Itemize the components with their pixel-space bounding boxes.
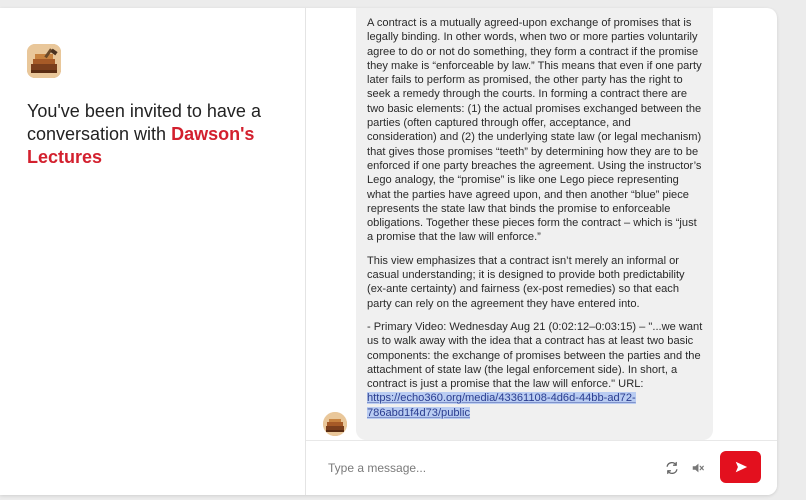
lecture-books-icon (323, 412, 347, 436)
message-list[interactable] (306, 8, 777, 440)
refresh-icon[interactable] (663, 459, 681, 477)
message-paragraph: A contract is a mutually agreed-upon exchange of promises that is legally binding. In other words, when two or more parties voluntarily agree to do or not do something, they form a contract if the promise they make is “enforceable by law.” This means that even if one party later fails to perform as promised, the other party has the right to seek a remedy through the courts. In forming a contract there are two basic elements: (1) the actual promises exchanged between the parties (often captured through offer, acceptance, and consideration) and (2) the underlying state law (or legal mechanism) that gives those promises “teeth” by determining how they are to be enforced if one party breaches the agreement. Using the instructor’s Lego analogy, the “promise” is like one Lego piece representing what the parties have agreed upon, and then another “blue” piece represents the state law that binds the promise to enforceable obligations. Together these pieces form the contract – which is “just a promise that the law will enforce.” (367, 17, 702, 244)
bot-message-bubble (356, 8, 713, 440)
citation-text: - Primary Video: Wednesday Aug 21 (0:02:12–0:03:15) – "...we want us to walk away with the idea that a contract has at least two basic components: the exchange of promises between the parties and the attachment of state law (the legal enforcement side). In short, a contract is just a promise that the law will enforce." URL: (367, 320, 703, 391)
invite-prefix: You've been invited to have a conversation with (27, 101, 261, 144)
speaker-mute-icon[interactable] (689, 459, 707, 477)
citation-link[interactable]: https://echo360.org/media/43361108-4d6d-44bb-ad72-786abd1f4d73/public (367, 392, 636, 419)
message-citation (367, 320, 703, 420)
send-button[interactable] (720, 451, 761, 483)
bot-avatar (27, 44, 61, 78)
lecture-books-icon (27, 44, 61, 78)
message-paragraph: This view emphasizes that a contract isn’t merely an informal or casual understanding; it is designed to provide both predictability (ex-ante certainty) and fairness (ex-post remedies) so that each party can rely on the agreement they have entered into. (367, 254, 685, 310)
chat-panel (306, 8, 777, 495)
intro-panel (0, 8, 306, 495)
chat-card (0, 8, 777, 495)
message-composer (306, 440, 777, 495)
message-input[interactable] (328, 458, 628, 478)
bot-name: Dawson's Lectures (27, 124, 255, 167)
message-avatar (323, 412, 347, 436)
send-icon (734, 460, 748, 474)
invite-text (27, 100, 297, 169)
